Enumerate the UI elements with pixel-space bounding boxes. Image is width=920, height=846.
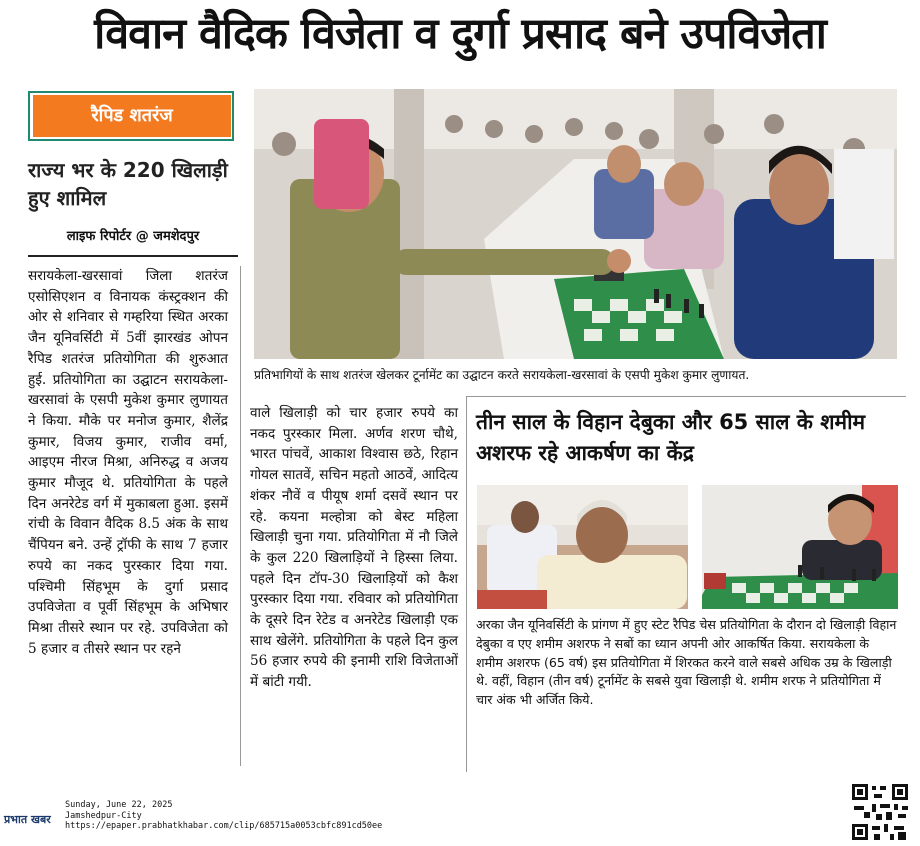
publication-logo: प्रभात खबर (4, 813, 51, 826)
side-caption: अरका जैन यूनिवर्सिटी के प्रांगण में हुए स्टेट रैपिड चेस प्रतियोगिता के दौरान दो खिलाड़ी विहान देबुका व एए शमीम अशरफ ने सबों का ध्यान अपनी ओर आकर्षित किया. सरायकेला के शमीम अशरफ (65 वर्ष) इस प्रतियोगिता में शिरकत करने वाले सबसे अधिक उम्र के खिलाड़ी थे. वहीं, विहान (तीन वर्ष) टूर्नामेंट के सबसे युवा खिलाड़ी थे. शमीम शरफ ने प्रतियोगिता में चार अंक भी अर्जित किये. (476, 617, 897, 708)
column-rule (240, 266, 241, 766)
photo-vihan-debuka (702, 485, 898, 609)
main-photo-caption: प्रतिभागियों के साथ शतरंज खेलकर टूर्नामेंट का उद्घाटन करते सरायकेला-खरसावां के एसपी मुकेश कुमार लुणायत. (254, 368, 750, 382)
edition-name: Jamshedpur-City (65, 810, 142, 821)
main-photo (254, 89, 897, 359)
article-column-1: सरायकेला-खरसावां जिला शतरंज एसोसिएशन व विनायक कंस्ट्रक्शन की ओर से शनिवार से गम्हरिया स्थित अरका जैन यूनिवर्सिटी में 5वीं झारखंड ओपन रैपिड शतरंज प्रतियोगिता की शुरुआत हुई. प्रतियोगिता का उद्घाटन सरायकेला-खरसावां के एसपी मुकेश कुमार लुणायत ने किया. मौके पर मनोज कुमार, शैलेंद्र कुमार, विजय कुमार, राजीव वर्मा, आइएम नीरज मिश्रा, अनिरुद्ध व अजय कुमार मौजूद थे. प्रतियोगिता के पहले दिन अनरेटेड वर्ग में मुकाबला हुआ. इसमें रांची के विवान वैदिक 8.5 अंक के साथ चैंपियन बने. उन्हें ट्रॉफी के साथ 7 हजार रुपये का नकद पुरस्कार दिया गया. पश्चिमी सिंहभूम के दुर्गा प्रसाद उपविजेता व पूर्वी सिंहभूम के अभिषार मिश्रा तीसरे स्थान पर रहे. उपविजेता को 5 हजार व तीसरे स्थान पर रहने (28, 268, 228, 657)
clip-url[interactable]: https://epaper.prabhatkhabar.com/clip/685715a0053cbfc891cd50ee (65, 821, 383, 831)
side-headline: तीन साल के विहान देबुका और 65 साल के शमीम अशरफ रहे आकर्षण का केंद्र (476, 410, 866, 465)
column-rule (466, 396, 467, 772)
article-column-2: वाले खिलाड़ी को चार हजार रुपये का नकद पुरस्कार मिला. अर्णव शरण चौथे, भारत पांचवें, आकाश विश्वास छठे, रिहान गोयल सातवें, सचिन महतो आठवें, आदित्य शंकर नौवें व पीयूष शर्मा दसवें स्थान पर रहे. कयना मल्होत्रा को बेस्ट महिला खिलाड़ी चुना गया. प्रतियोगिता में नौ जिले के कुल 220 खिलाड़ियों ने हिस्सा लिया. पहले दिन टॉप-30 खिलाड़ियों को कैश पुरस्कार दिया गया. रविवार को प्रतियोगिता के दूसरे दिन रेटेड व अनरेटेड खिलाड़ी एक साथ खेलेंगे. प्रतियोगिता के पहले दिन कुल 56 हजार रुपये की इनामी राशि विजेताओं में बांटी गयी. (250, 405, 458, 691)
photo-shamim-ashraf (477, 485, 688, 609)
edition-date: Sunday, June 22, 2025 (65, 800, 173, 810)
byline: लाइफ रिपोर्टर @ जमशेदपुर (66, 229, 200, 244)
headline: विवान वैदिक विजेता व दुर्गा प्रसाद बने उपविजेता (94, 9, 826, 59)
qr-code[interactable] (850, 782, 910, 842)
subheadline: राज्य भर के 220 खिलाड़ी हुए शामिल (28, 158, 228, 210)
divider (466, 396, 906, 397)
divider (28, 255, 238, 257)
section-kicker: रैपिड शतरंज (33, 95, 231, 137)
footer-meta (65, 800, 382, 832)
